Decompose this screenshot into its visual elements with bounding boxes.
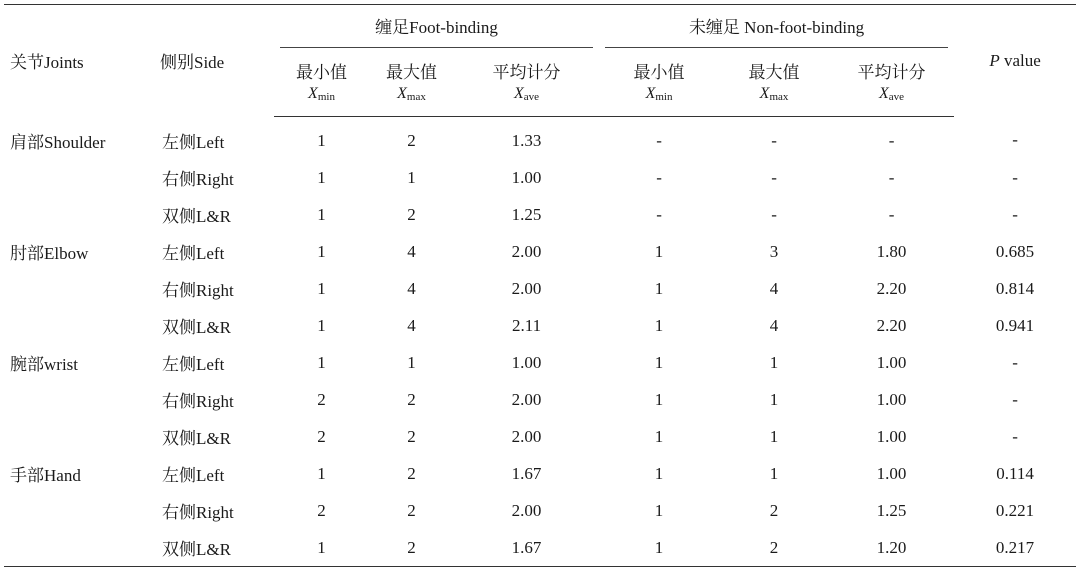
header-foot-ave [454,48,599,117]
cell-p-value: 0.685 [995,241,1035,261]
cell-foot-ave: 2.00 [511,426,542,446]
cell-nonfoot-min: - [656,167,662,187]
cell-joint: 肩部Shoulder [10,132,106,152]
header-x-min: $X_{min}$ [308,84,335,103]
header-group-foot-binding-label: 缠足Foot-binding [280,5,593,48]
cell-nonfoot-ave: 1.00 [876,426,907,446]
cell-foot-max: 2 [407,130,416,150]
header-x-ave: $X_{ave}$ [513,84,540,103]
table-row [4,307,1076,344]
cell-nonfoot-min: 1 [654,352,664,372]
cell-nonfoot-ave: 1.20 [829,529,954,567]
cell-side: 右侧Right [162,170,234,189]
header-group-non-foot-binding-label: 未缠足 Non-foot-binding [605,5,948,48]
header-p-letter: P [989,50,1000,70]
cell-foot-ave: 1.67 [511,463,542,483]
cell-joint [4,418,154,455]
cell-p-value: - [1012,426,1018,446]
table-header [4,5,1076,117]
cell-foot-min: 2 [317,426,326,446]
cell-side: 左侧Left [162,466,225,485]
cell-foot-ave: 2.00 [511,278,542,298]
cell-foot-max: 2 [407,426,416,446]
cell-foot-min: 1 [317,352,326,372]
cell-nonfoot-max: 1 [769,463,779,483]
cell-side: 右侧Right [162,281,234,300]
cell-nonfoot-ave: 1.00 [876,463,907,483]
joint-score-table [4,4,1076,567]
cell-foot-max: 2 [369,529,454,567]
cell-side: 左侧Left [162,244,225,263]
header-nonfoot-min [599,48,719,117]
table-body [4,117,1076,567]
cell-nonfoot-min: 1 [654,389,664,409]
cell-p-value: - [1012,204,1018,224]
cell-nonfoot-min: 1 [654,315,664,335]
cell-p-value: - [1012,389,1018,409]
header-x-max: $X_{max}$ [397,84,426,103]
cell-foot-ave: 1.00 [511,167,542,187]
cell-p-value: 0.814 [995,278,1035,298]
cell-side: 左侧Left [162,132,225,152]
header-x-min: $X_{min}$ [645,84,673,103]
header-p-text: value [999,50,1041,70]
cell-nonfoot-min: 1 [654,278,664,298]
cell-p-value: 0.217 [954,529,1076,567]
cell-foot-ave: 1.00 [511,352,542,372]
cell-nonfoot-max: 3 [769,241,779,261]
header-p-value [954,5,1076,117]
cell-joint: 手部Hand [10,466,81,485]
cell-nonfoot-max: 2 [719,529,829,567]
cell-nonfoot-max: - [771,130,777,150]
cell-joint [4,159,154,196]
cell-side: 双侧L&R [162,429,231,448]
cell-foot-max: 1 [407,167,416,187]
cell-foot-max: 4 [407,278,416,298]
cell-nonfoot-ave: 1.00 [876,389,907,409]
cell-foot-min: 1 [274,529,369,567]
cell-nonfoot-max: 4 [769,278,779,298]
cell-nonfoot-min: 1 [654,500,664,520]
cell-nonfoot-ave: - [888,130,895,150]
cell-foot-ave: 1.25 [511,204,542,224]
header-group-foot-binding [274,5,599,49]
cell-nonfoot-ave: - [888,204,895,224]
header-nonfoot-max [719,48,829,117]
header-min-label: 最小值 [296,62,347,82]
cell-foot-min: 1 [317,130,326,150]
cell-nonfoot-max: - [771,204,777,224]
cell-nonfoot-ave: 1.00 [876,352,907,372]
table-row [4,117,1076,160]
table-row [4,233,1076,270]
cell-joint [4,529,154,567]
cell-foot-min: 2 [317,389,326,409]
table-row [4,529,1076,567]
header-ave-label: 平均计分 [857,62,926,82]
cell-nonfoot-min: 1 [599,529,719,567]
cell-foot-max: 2 [407,463,416,483]
cell-foot-ave: 1.67 [454,529,599,567]
header-max-label: 最大值 [386,62,437,82]
cell-side: 右侧Right [162,392,234,411]
header-max-label: 最大值 [748,62,800,82]
cell-p-value: 0.941 [995,315,1035,335]
cell-nonfoot-max: 1 [769,389,779,409]
header-nonfoot-ave [829,48,954,117]
cell-nonfoot-ave: 2.20 [876,278,907,298]
cell-foot-ave: 2.00 [511,500,542,520]
cell-nonfoot-min: 1 [654,426,664,446]
cell-foot-min: 1 [317,463,326,483]
header-foot-min [274,48,369,117]
header-x-ave: $X_{ave}$ [879,84,905,103]
cell-nonfoot-max: 1 [769,426,779,446]
table-row [4,455,1076,492]
cell-nonfoot-max: 2 [769,500,779,520]
cell-p-value: 0.114 [996,463,1034,483]
cell-foot-max: 1 [407,352,416,372]
table-row [4,270,1076,307]
cell-foot-min: 1 [317,167,326,187]
header-joints: 关节Joints [4,5,154,117]
cell-nonfoot-max: - [771,167,777,187]
cell-foot-ave: 2.00 [511,241,542,261]
cell-p-value: - [1012,352,1018,372]
cell-foot-min: 1 [317,241,326,261]
cell-side: 右侧Right [162,503,234,522]
cell-foot-ave: 2.00 [511,389,542,409]
cell-foot-min: 1 [317,204,326,224]
header-ave-label: 平均计分 [492,62,561,82]
cell-joint: 肘部Elbow [10,244,89,263]
table-row [4,492,1076,529]
cell-foot-max: 2 [407,389,416,409]
cell-side: 左侧Left [162,355,225,374]
cell-p-value: - [1012,130,1018,150]
cell-nonfoot-ave: 1.80 [876,241,907,261]
cell-nonfoot-ave: - [888,167,895,187]
cell-side: 双侧L&R [154,529,274,567]
header-group-non-foot-binding [599,5,954,49]
header-foot-max [369,48,454,117]
cell-joint: 腕部wrist [10,355,78,374]
cell-joint [4,270,154,307]
table-row [4,418,1076,455]
table-row [4,159,1076,196]
cell-foot-max: 4 [407,315,416,335]
table-row [4,344,1076,381]
cell-foot-max: 2 [407,204,416,224]
cell-nonfoot-min: - [656,130,662,150]
cell-nonfoot-ave: 2.20 [876,315,907,335]
table-row [4,381,1076,418]
cell-p-value: 0.221 [995,500,1035,520]
cell-joint [4,492,154,529]
header-min-label: 最小值 [633,62,685,82]
cell-side: 双侧L&R [162,207,231,226]
table-row [4,196,1076,233]
cell-nonfoot-max: 4 [769,315,779,335]
cell-joint [4,381,154,418]
header-x-max: $X_{max}$ [759,84,789,103]
cell-nonfoot-min: - [656,204,662,224]
cell-nonfoot-ave: 1.25 [876,500,907,520]
cell-p-value: - [1012,167,1018,187]
cell-foot-max: 2 [407,500,416,520]
cell-side: 双侧L&R [162,318,231,337]
header-side: 侧别Side [154,5,274,117]
cell-foot-min: 1 [317,315,326,335]
cell-foot-min: 1 [317,278,326,298]
cell-joint [4,196,154,233]
cell-nonfoot-min: 1 [654,241,664,261]
cell-joint [4,307,154,344]
cell-foot-ave: 1.33 [511,130,542,150]
cell-nonfoot-min: 1 [654,463,664,483]
cell-foot-min: 2 [317,500,326,520]
cell-nonfoot-max: 1 [769,352,779,372]
cell-foot-max: 4 [407,241,416,261]
cell-foot-ave: 2.11 [511,315,542,335]
